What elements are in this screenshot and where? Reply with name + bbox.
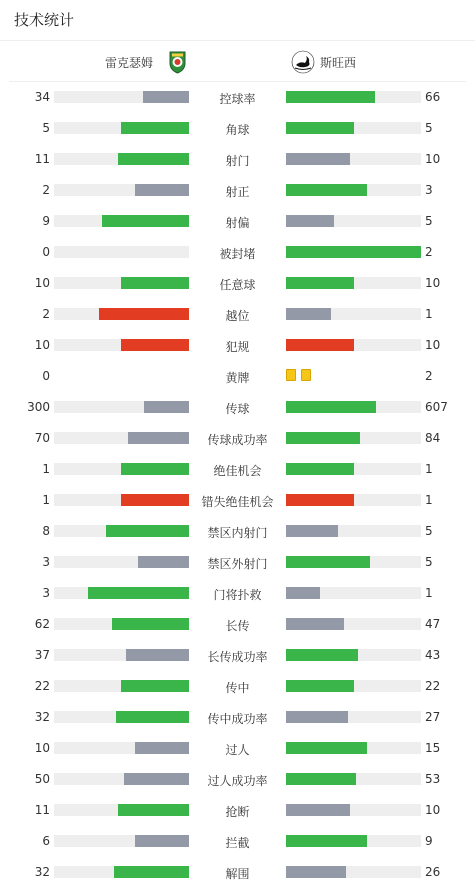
stat-label: 长传成功率	[207, 650, 268, 664]
home-stat-value: 0	[42, 369, 50, 383]
away-stat-bar-fill	[286, 432, 360, 444]
home-stat-value: 0	[42, 245, 50, 259]
home-stat-value: 10	[34, 276, 50, 290]
home-stat-bar-fill	[138, 556, 189, 568]
stat-label: 门将扑救	[213, 588, 262, 602]
away-stat-value: 15	[425, 741, 441, 755]
home-stat-bar	[54, 804, 189, 816]
away-stat-bar-fill	[286, 463, 354, 475]
stat-row	[0, 639, 475, 670]
away-stat-bar	[286, 773, 421, 785]
home-stat-bar	[54, 742, 189, 754]
home-stat-value: 300	[27, 400, 50, 414]
stat-row	[0, 732, 475, 763]
away-stat-bar-fill	[286, 866, 346, 878]
home-stat-bar-fill	[106, 525, 189, 537]
home-stat-bar	[54, 401, 189, 413]
stat-row	[0, 298, 475, 329]
home-stat-bar	[54, 184, 189, 196]
home-stat-bar	[54, 556, 189, 568]
stats-header	[0, 0, 475, 41]
away-team-name: 斯旺西	[320, 56, 357, 70]
stat-label: 抢断	[225, 805, 250, 819]
stat-row	[0, 794, 475, 825]
away-stat-value: 10	[425, 152, 441, 166]
away-stat-bar-fill	[286, 680, 354, 692]
stat-row	[0, 360, 475, 391]
home-stat-bar	[54, 91, 189, 103]
away-stat-value: 1	[425, 462, 433, 476]
away-stat-bar	[286, 525, 421, 537]
home-stat-bar-fill	[124, 773, 189, 785]
home-stat-bar	[54, 277, 189, 289]
home-stat-value: 9	[42, 214, 50, 228]
away-stat-bar-fill	[286, 153, 350, 165]
home-stat-value: 2	[42, 307, 50, 321]
away-stat-value: 53	[425, 772, 441, 786]
home-stat-bar-fill	[121, 122, 189, 134]
stat-label: 传中	[225, 681, 250, 695]
home-stat-bar-fill	[126, 649, 189, 661]
home-stat-value: 34	[34, 90, 50, 104]
away-stat-value: 5	[425, 121, 433, 135]
home-stat-bar-fill	[135, 835, 189, 847]
swansea-swan-icon	[291, 50, 315, 74]
home-stat-bar-fill	[88, 587, 189, 599]
home-stat-bar	[54, 432, 189, 444]
away-stat-value: 26	[425, 865, 441, 879]
away-stat-bar	[286, 339, 421, 351]
away-stat-bar-fill	[286, 339, 354, 351]
stat-row	[0, 608, 475, 639]
away-stat-bar-fill	[286, 246, 421, 258]
home-stat-bar-fill	[121, 339, 189, 351]
stat-label: 绝佳机会	[213, 464, 262, 478]
home-stat-bar	[54, 618, 189, 630]
away-stat-bar-fill	[286, 649, 358, 661]
stat-row	[0, 174, 475, 205]
away-stat-value: 5	[425, 214, 433, 228]
home-stat-bar-fill	[121, 680, 189, 692]
away-stat-bar-fill	[286, 587, 320, 599]
home-stat-bar	[54, 153, 189, 165]
wrexham-crest-icon	[168, 50, 187, 74]
stat-row	[0, 856, 475, 887]
stat-label: 犯规	[225, 340, 250, 354]
away-stat-bar	[286, 432, 421, 444]
home-stat-bar-fill	[118, 804, 189, 816]
away-stat-bar	[286, 618, 421, 630]
yellow-card-icon	[286, 369, 296, 381]
home-stat-value: 1	[42, 493, 50, 507]
away-stat-bar	[286, 804, 421, 816]
home-stat-value: 11	[34, 803, 50, 817]
stat-label: 角球	[225, 123, 250, 137]
home-stat-value: 6	[42, 834, 50, 848]
stat-row	[0, 577, 475, 608]
away-stat-value: 10	[425, 338, 441, 352]
stat-label: 过人成功率	[207, 774, 268, 788]
home-stat-value: 3	[42, 586, 50, 600]
stat-row	[0, 515, 475, 546]
away-stat-bar	[286, 680, 421, 692]
away-stat-bar-fill	[286, 525, 338, 537]
stat-row	[0, 701, 475, 732]
home-stat-bar	[54, 866, 189, 878]
away-stat-bar	[286, 215, 421, 227]
away-stat-bar-fill	[286, 618, 344, 630]
home-stat-bar	[54, 308, 189, 320]
away-stat-bar	[286, 556, 421, 568]
stat-label: 拦截	[225, 836, 250, 850]
away-stat-value: 3	[425, 183, 433, 197]
stat-row	[0, 825, 475, 856]
home-stat-bar-fill	[121, 463, 189, 475]
home-stat-bar	[54, 339, 189, 351]
stat-row	[0, 205, 475, 236]
away-stat-bar	[286, 649, 421, 661]
stat-row	[0, 267, 475, 298]
away-stat-bar	[286, 494, 421, 506]
away-stat-bar	[286, 308, 421, 320]
home-stat-bar	[54, 215, 189, 227]
home-stat-value: 2	[42, 183, 50, 197]
away-stat-bar	[286, 277, 421, 289]
yellow-card-icon	[301, 369, 311, 381]
away-stat-bar-fill	[286, 401, 376, 413]
teams-row	[9, 41, 466, 82]
home-stat-value: 1	[42, 462, 50, 476]
stat-label: 解围	[225, 867, 250, 881]
away-stat-value: 2	[425, 245, 433, 259]
stat-row	[0, 546, 475, 577]
home-team-name: 雷克瑟姆	[104, 56, 153, 70]
home-stat-value: 50	[34, 772, 50, 786]
stat-label: 传球成功率	[207, 433, 268, 447]
home-stat-bar	[54, 463, 189, 475]
stat-label: 控球率	[219, 92, 256, 106]
stat-label: 黄牌	[225, 371, 250, 385]
away-stat-bar	[286, 401, 421, 413]
home-stat-bar-fill	[102, 215, 189, 227]
away-stat-bar-fill	[286, 91, 375, 103]
away-stat-bar-fill	[286, 277, 354, 289]
stat-label: 传球	[225, 402, 250, 416]
home-stat-bar-fill	[135, 184, 189, 196]
home-stat-bar-fill	[135, 742, 189, 754]
home-stat-bar	[54, 587, 189, 599]
home-stat-value: 62	[34, 617, 50, 631]
home-stat-bar	[54, 711, 189, 723]
home-stat-bar	[54, 525, 189, 537]
home-stat-bar-fill	[112, 618, 189, 630]
away-stat-bar	[286, 742, 421, 754]
away-stat-value: 2	[425, 369, 433, 383]
home-stat-value: 5	[42, 121, 50, 135]
home-stat-bar-fill	[114, 866, 189, 878]
home-stat-bar	[54, 835, 189, 847]
stat-label: 禁区外射门	[207, 557, 268, 571]
away-stat-value: 1	[425, 586, 433, 600]
stat-label: 射正	[225, 185, 250, 199]
home-stat-value: 10	[34, 338, 50, 352]
away-stat-bar	[286, 246, 421, 258]
stats-list	[0, 81, 475, 887]
stat-label: 射偏	[225, 216, 250, 230]
away-stat-value: 1	[425, 493, 433, 507]
away-stat-bar	[286, 866, 421, 878]
home-stat-value: 70	[34, 431, 50, 445]
stat-row	[0, 143, 475, 174]
away-stat-bar	[286, 153, 421, 165]
away-stat-value: 607	[425, 400, 448, 414]
home-stat-bar-fill	[121, 277, 189, 289]
away-stat-bar-fill	[286, 742, 367, 754]
away-stat-bar-fill	[286, 711, 348, 723]
home-stat-bar-fill	[118, 153, 189, 165]
away-stat-bar	[286, 835, 421, 847]
away-stat-value: 66	[425, 90, 441, 104]
stat-row	[0, 112, 475, 143]
away-stat-bar-fill	[286, 556, 370, 568]
away-stat-value: 10	[425, 276, 441, 290]
away-stat-bar	[286, 711, 421, 723]
away-stat-bar	[286, 122, 421, 134]
stat-label: 被封堵	[219, 247, 256, 261]
home-stat-value: 3	[42, 555, 50, 569]
stat-row	[0, 422, 475, 453]
stat-label: 过人	[225, 743, 250, 757]
home-stat-bar-fill	[144, 401, 189, 413]
home-stat-value: 32	[34, 865, 50, 879]
home-stat-value: 8	[42, 524, 50, 538]
home-stat-bar-fill	[128, 432, 189, 444]
away-stat-bar	[286, 463, 421, 475]
home-stat-value: 22	[34, 679, 50, 693]
away-stat-value: 84	[425, 431, 441, 445]
page-title: 技术统计	[14, 11, 75, 29]
home-stat-value: 11	[34, 152, 50, 166]
stat-label: 传中成功率	[207, 712, 268, 726]
home-stat-bar	[54, 494, 189, 506]
stat-row	[0, 763, 475, 794]
stat-row	[0, 453, 475, 484]
away-stat-bar-fill	[286, 773, 356, 785]
away-stat-value: 10	[425, 803, 441, 817]
away-stat-value: 1	[425, 307, 433, 321]
home-stat-bar	[54, 649, 189, 661]
stat-row	[0, 329, 475, 360]
away-stat-bar	[286, 184, 421, 196]
stat-row	[0, 484, 475, 515]
stat-row	[0, 391, 475, 422]
stat-label: 禁区内射门	[207, 526, 268, 540]
away-stat-value: 9	[425, 834, 433, 848]
home-stat-bar	[54, 680, 189, 692]
stat-label: 错失绝佳机会	[201, 495, 274, 509]
away-stat-value: 43	[425, 648, 441, 662]
away-stat-value: 5	[425, 524, 433, 538]
home-stat-value: 10	[34, 741, 50, 755]
away-stat-value: 5	[425, 555, 433, 569]
home-stat-value: 32	[34, 710, 50, 724]
home-stat-bar-fill	[99, 308, 189, 320]
home-stat-bar-fill	[121, 494, 189, 506]
home-stat-bar-fill	[116, 711, 189, 723]
away-stat-value: 22	[425, 679, 441, 693]
away-stat-bar	[286, 91, 421, 103]
home-stat-value: 37	[34, 648, 50, 662]
away-stat-bar-fill	[286, 184, 367, 196]
away-stat-bar-fill	[286, 804, 350, 816]
away-stat-value: 47	[425, 617, 441, 631]
stat-label: 射门	[225, 154, 250, 168]
stat-row	[0, 670, 475, 701]
away-stat-bar-fill	[286, 494, 354, 506]
home-stat-bar	[54, 773, 189, 785]
home-stat-bar-fill	[143, 91, 189, 103]
stat-label: 任意球	[219, 278, 256, 292]
stat-row	[0, 236, 475, 267]
away-stat-value: 27	[425, 710, 441, 724]
away-stat-bar	[286, 587, 421, 599]
stat-label: 越位	[225, 309, 250, 323]
away-stat-bar-fill	[286, 122, 354, 134]
away-stat-bar-fill	[286, 215, 334, 227]
stat-label: 长传	[225, 619, 250, 633]
away-stat-bar-fill	[286, 308, 331, 320]
home-stat-bar	[54, 246, 189, 258]
stat-row	[0, 81, 475, 112]
away-stat-bar-fill	[286, 835, 367, 847]
home-stat-bar	[54, 122, 189, 134]
